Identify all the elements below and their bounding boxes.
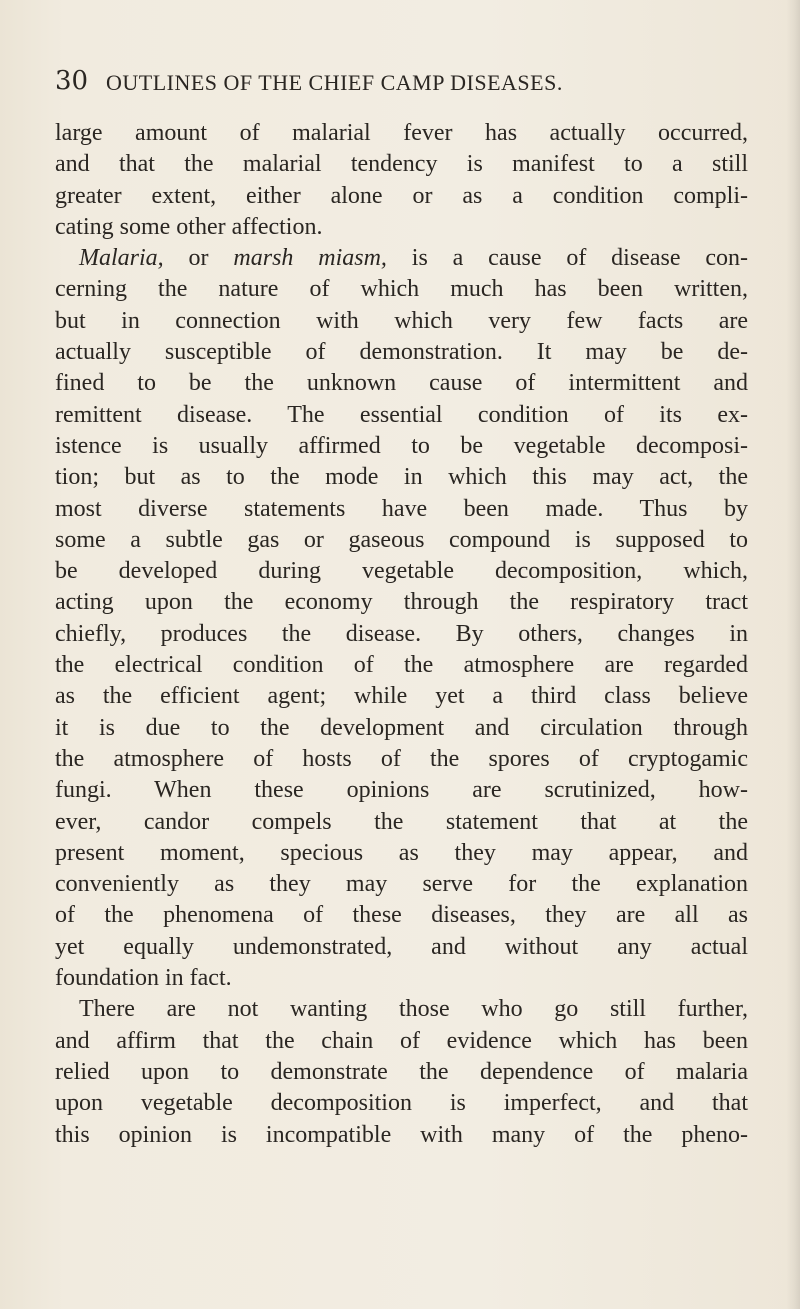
text-line: of the phenomena of these diseases, they are all as	[55, 902, 748, 929]
page-number: 30	[55, 66, 89, 96]
text-line: as the efficient agent; while yet a third class believe	[55, 683, 748, 710]
text-line: cerning the nature of which much has been written,	[55, 276, 748, 303]
text-line: conveniently as they may serve for the explanation	[55, 871, 748, 898]
italic-term-malaria: Malaria,	[79, 245, 164, 272]
text-fragment: or	[163, 245, 234, 272]
page-header	[55, 66, 755, 106]
text-line: actually susceptible of demonstration. It may be de-	[55, 339, 748, 366]
text-line: chiefly, produces the disease. By others, changes in	[55, 620, 748, 647]
text-line: foundation in fact.	[55, 965, 232, 992]
text-line: and affirm that the chain of evidence which has been	[55, 1027, 748, 1054]
text-line: large amount of malarial fever has actually occurred,	[55, 120, 748, 146]
italic-term-marsh-miasm: marsh miasm,	[233, 245, 387, 272]
paragraph-start-line: There are not wanting those who go still further,	[79, 996, 748, 1023]
text-line: cating some other affection.	[55, 213, 323, 240]
text-line: most diverse statements have been made. Thus by	[55, 495, 748, 522]
text-line: the electrical condition of the atmosphere are regarded	[55, 652, 748, 679]
text-line: some a subtle gas or gaseous compound is supposed to	[55, 526, 748, 553]
text-line: remittent disease. The essential condition of its ex-	[55, 401, 748, 428]
text-line: greater extent, either alone or as a condition compli-	[55, 182, 748, 209]
text-line: istence is usually affirmed to be vegetable decomposi-	[55, 432, 748, 459]
text-line: tion; but as to the mode in which this may act, the	[55, 464, 748, 491]
page-edge-shadow	[786, 0, 800, 1309]
text-line: and that the malarial tendency is manifest to a still	[55, 151, 748, 178]
text-line: but in connection with which very few facts are	[55, 307, 748, 334]
text-line: it is due to the development and circulation through	[55, 714, 748, 741]
text-line: the atmosphere of hosts of the spores of cryptogamic	[55, 745, 748, 772]
text-line: yet equally undemonstrated, and without any actual	[55, 933, 748, 960]
running-head: OUTLINES OF THE CHIEF CAMP DISEASES.	[106, 70, 563, 95]
text-line: be developed during vegetable decomposition, which,	[55, 558, 748, 585]
text-fragment: is a cause of disease con-	[411, 245, 748, 272]
body-text	[55, 118, 748, 1151]
text-line: relied upon to demonstrate the dependence of malaria	[55, 1058, 748, 1085]
text-line: fungi. When these opinions are scrutinized, how-	[55, 777, 748, 804]
text-line: acting upon the economy through the respiratory tract	[55, 589, 748, 616]
text-line: ever, candor compels the statement that at the	[55, 808, 748, 835]
text-line: present moment, specious as they may appear, and	[55, 839, 748, 866]
text-line: this opinion is incompatible with many of the pheno-	[55, 1121, 748, 1148]
text-line: fined to be the unknown cause of intermittent and	[55, 370, 748, 397]
text-fragment	[387, 245, 412, 271]
paragraph-start-line	[55, 243, 748, 274]
text-line: upon vegetable decomposition is imperfect, and that	[55, 1090, 748, 1117]
